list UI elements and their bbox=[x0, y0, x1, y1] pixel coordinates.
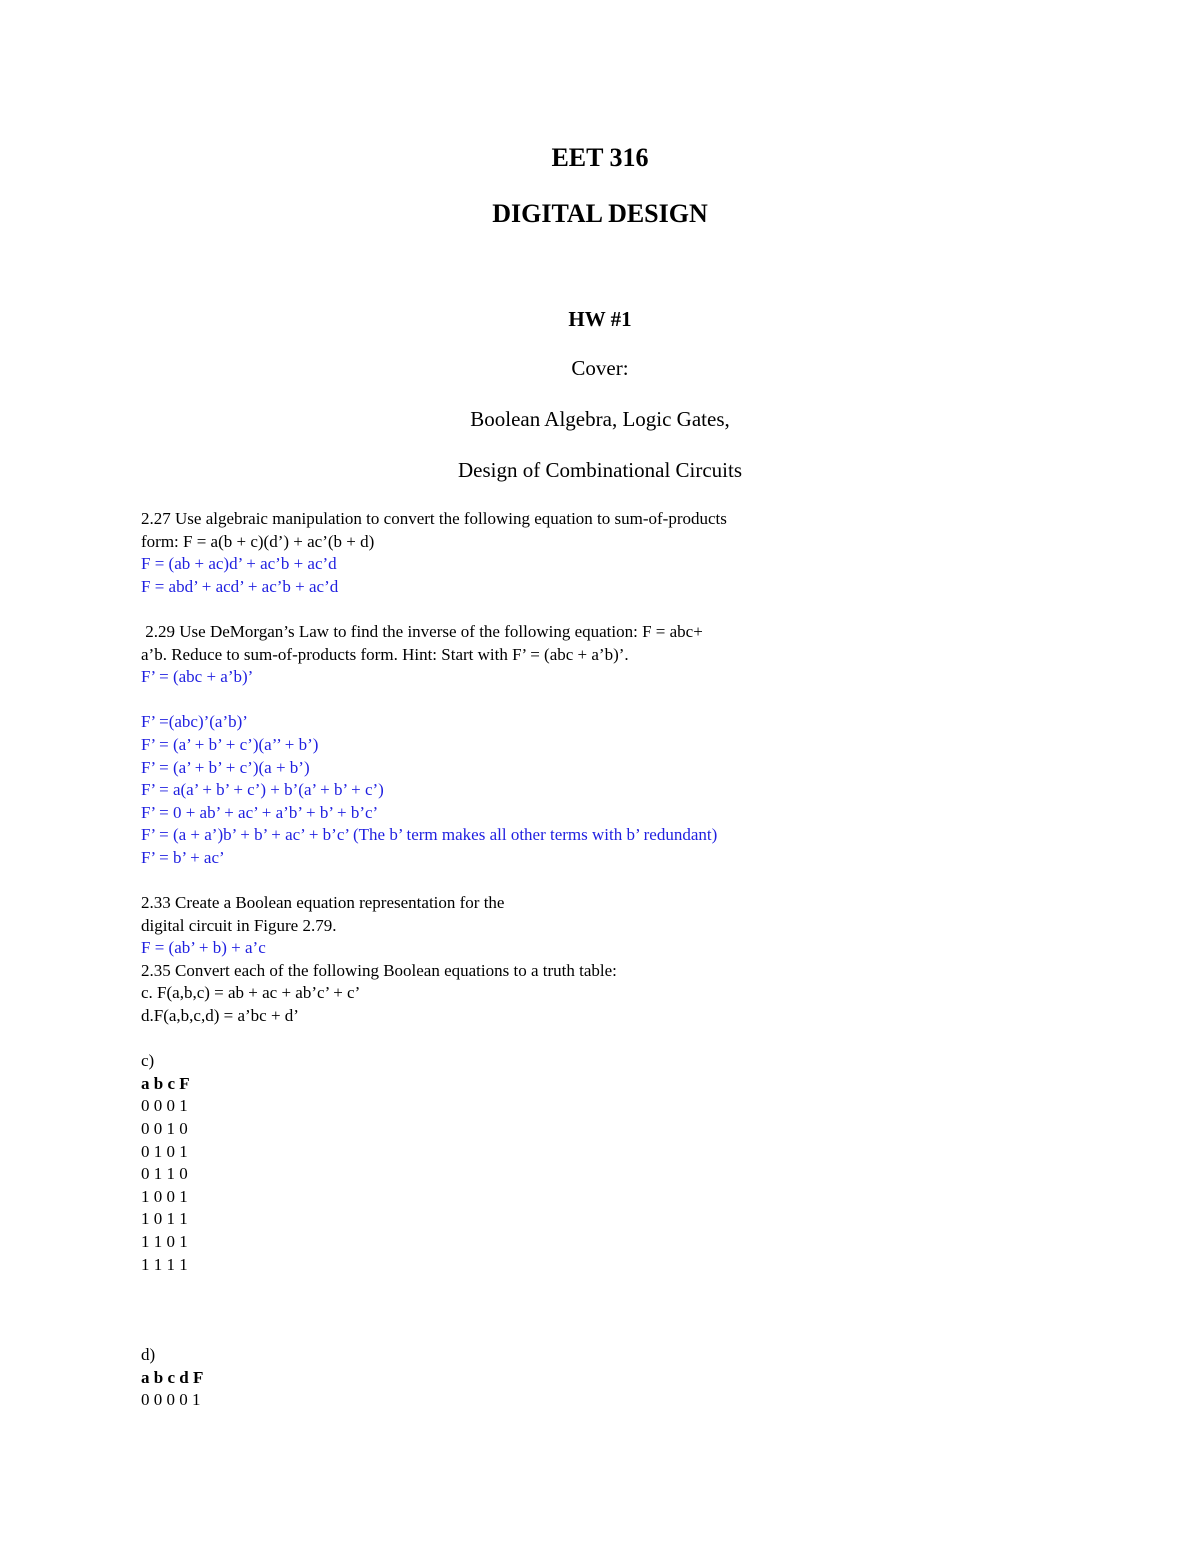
problem-2-29-answer-line-7: F’ = b’ + ac’ bbox=[141, 847, 225, 867]
problem-2-29-answer-line-3: F’ = (a’ + b’ + c’)(a + b’) bbox=[141, 757, 310, 777]
truth-table-d-label: d) bbox=[141, 1344, 156, 1364]
table-row: 0 0 1 0 bbox=[141, 1119, 188, 1139]
table-row: 1 1 0 1 bbox=[141, 1232, 188, 1251]
spacer bbox=[141, 1028, 1200, 1051]
spacer bbox=[141, 870, 1200, 893]
cover-topics-line-2: Design of Combinational Circuits bbox=[457, 458, 743, 482]
problem-2-29-answer-line-0: F’ = (abc + a’b)’ bbox=[141, 667, 254, 687]
problem-2-33-question-line-2: digital circuit in Figure 2.79. bbox=[141, 915, 337, 935]
truth-table-c-label: c) bbox=[141, 1051, 155, 1071]
spacer bbox=[141, 689, 1200, 712]
problem-2-35-part-d: d.F(a,b,c,d) = a’bc + d’ bbox=[141, 1006, 299, 1026]
spacer bbox=[141, 1276, 1200, 1299]
problem-2-35-part-c: c. F(a,b,c) = ab + ac + ab’c’ + c’ bbox=[141, 983, 361, 1003]
problem-2-29-answer-line-4: F’ = a(a’ + b’ + c’) + b’(a’ + b’ + c’) bbox=[141, 780, 384, 800]
problem-2-27-answer-line-1: F = (ab + ac)d’ + ac’b + ac’d bbox=[141, 554, 337, 574]
table-row: 1 0 0 1 bbox=[141, 1186, 188, 1206]
problem-2-33-answer: F = (ab’ + b) + a’c bbox=[141, 938, 266, 958]
table-row: 0 1 1 0 bbox=[141, 1164, 188, 1184]
cover-label: Cover: bbox=[571, 356, 629, 380]
course-code: EET 316 bbox=[551, 143, 649, 172]
problem-2-29-question-line-2: a’b. Reduce to sum-of-products form. Hint: Start with F’ = (abc + a’b)’. bbox=[141, 644, 629, 664]
problem-2-27-question-line-1: 2.27 Use algebraic manipulation to convert the following equation to sum-of-products bbox=[141, 509, 727, 528]
problem-2-33-question-line-1: 2.33 Create a Boolean equation representation for the bbox=[141, 893, 505, 913]
problem-2-27-answer-line-2: F = abd’ + acd’ + ac’b + ac’d bbox=[141, 576, 339, 596]
table-row: 1 0 1 1 bbox=[141, 1209, 188, 1229]
homework-number: HW #1 bbox=[568, 307, 632, 331]
spacer bbox=[141, 1321, 1200, 1344]
spacer bbox=[141, 1299, 1200, 1322]
course-title: DIGITAL DESIGN bbox=[492, 199, 708, 228]
problem-2-27-question-line-2: form: F = a(b + c)(d’) + ac’(b + d) bbox=[141, 531, 375, 551]
truth-table-c-header: a b c F bbox=[141, 1073, 190, 1093]
spacer bbox=[141, 598, 1200, 621]
problem-2-29-question-line-1: 2.29 Use DeMorgan’s Law to find the inverse of the following equation: F = abc+ bbox=[141, 621, 703, 641]
table-row: 0 0 0 0 1 bbox=[141, 1390, 201, 1410]
table-row: 0 0 0 1 bbox=[141, 1096, 188, 1116]
table-row: 1 1 1 1 bbox=[141, 1254, 188, 1274]
problem-2-35-question: 2.35 Convert each of the following Boolean equations to a truth table: bbox=[141, 960, 617, 980]
problem-2-29-answer-line-6: F’ = (a + a’)b’ + b’ + ac’ + b’c’ (The b’ term makes all other terms with b’ redundant) bbox=[141, 825, 718, 845]
truth-table-d-header: a b c d F bbox=[141, 1367, 204, 1387]
problems-section bbox=[141, 508, 1200, 1412]
cover-topics-line-1: Boolean Algebra, Logic Gates, bbox=[470, 407, 730, 431]
problem-2-29-answer-line-1: F’ =(abc)’(a’b)’ bbox=[141, 712, 248, 732]
problem-2-29-answer-line-5: F’ = 0 + ab’ + ac’ + a’b’ + b’ + b’c’ bbox=[141, 802, 379, 822]
table-row: 0 1 0 1 bbox=[141, 1141, 188, 1161]
problem-2-29-answer-line-2: F’ = (a’ + b’ + c’)(a’’ + b’) bbox=[141, 734, 319, 754]
